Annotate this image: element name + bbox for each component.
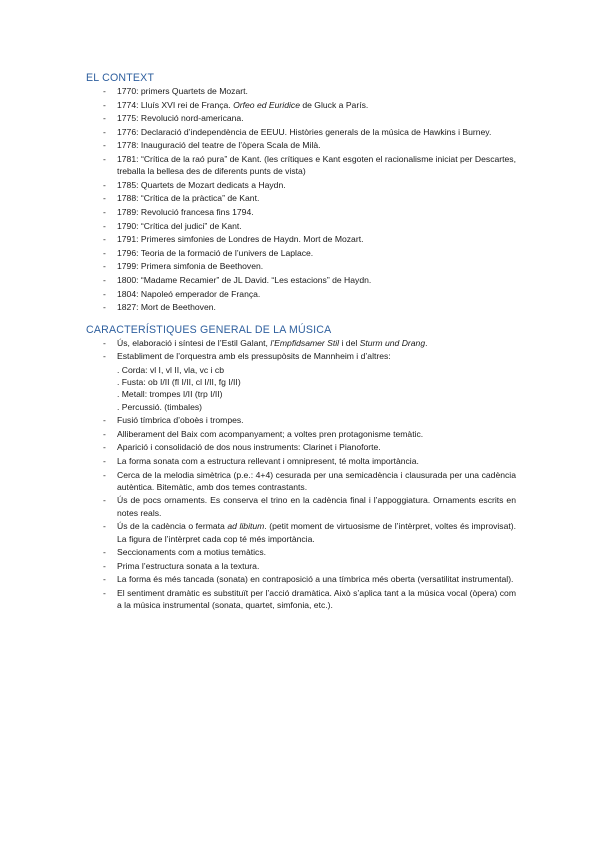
list-item-text: La forma és més tancada (sonata) en contraposició a una tímbrica més oberta (versatilitat instrumental). [117,574,514,585]
list-item [86,220,516,232]
list-item [86,260,516,272]
bullet-dash: - [103,560,106,571]
list-item [86,85,516,97]
bullet-dash: - [103,521,106,532]
list-item [86,247,516,259]
list-item [86,494,516,519]
list-item [86,112,516,124]
list-item-text: 1781: “Crítica de la raó pura” de Kant. (les crítiques e Kant esgoten el racionalisme iniciat per Descartes, treballa la bellesa des de diferents punts de vista) [117,153,516,177]
list-item-text: Seccionaments com a motius temàtics. [117,547,267,558]
list-item-text: Fusió tímbrica d’oboès i trompes. [117,415,244,426]
list-item-text: Prima l’estructura sonata a la textura. [117,560,260,571]
list-item [86,428,516,440]
list-item-text: . [425,337,428,348]
list-item-text: 1799: Primera simfonia de Beethoven. [117,261,264,272]
list-item [86,350,516,413]
list-item [86,139,516,151]
list-item-text: Establiment de l’orquestra amb els pressupòsits de Mannheim i d’altres: [117,351,391,362]
bullet-dash: - [103,193,106,204]
bullet-dash: - [103,547,106,558]
bullet-dash: - [103,302,106,313]
bullet-dash: - [103,351,106,362]
list-item [86,587,516,612]
list-item [86,573,516,585]
bullet-dash: - [103,275,106,286]
list-item-text: Aparició i consolidació de dos nous instruments: Clarinet i Pianoforte. [117,442,381,453]
bullet-dash: - [103,153,106,164]
list-item-text: Ús, elaboració i síntesi de l’Estil Galant, [117,337,271,348]
bullet-dash: - [103,495,106,506]
bullet-dash: - [103,140,106,151]
bullet-dash: - [103,207,106,218]
list-item [86,99,516,111]
list-item-text: Ús de la cadència o fermata [117,521,228,532]
bullet-dash: - [103,574,106,585]
bullet-dash: - [103,588,106,598]
list-item [86,560,516,572]
list-item-text: . (petit moment de virtuosisme de l’intèrpret, voltes és improvisat). La figura de l’intèrpret cada cop té més importància. [117,521,517,544]
list-item [86,233,516,245]
context-list [86,85,516,314]
bullet-dash: - [103,415,106,426]
list-item-text: 1788: “Crítica de la pràctica” de Kant. [117,193,260,204]
orchestra-strings: . Corda: vl I, vl II, vla, vc i cb [117,364,224,375]
bullet-dash: - [103,234,106,245]
characteristics-list [86,337,516,612]
list-item-text: 1770: primers Quartets de Mozart. [117,86,248,96]
style-term: l’Empfidsamer Stil [270,337,340,348]
bullet-dash: - [103,220,106,231]
bullet-dash: - [103,247,106,258]
bullet-dash: - [103,261,106,272]
opera-title: Orfeo ed Euridice [233,99,300,110]
orchestra-brass: . Metall: trompes I/II (trp I/II) [117,389,223,400]
list-item [86,274,516,286]
bullet-dash: - [103,428,106,439]
list-item-text: 1774: Lluís XVI rei de França. [117,99,234,110]
list-item-text: 1790: “Crítica del judici” de Kant. [117,220,242,231]
list-item [86,441,516,453]
list-item-text: Cerca de la melodia simètrica (p.e.: 4+4) cesurada per una semicadència i clausurada per una cadència autèntica. Bitemàtic, amb dos temes contrastants. [117,469,516,492]
list-item [86,520,516,545]
orchestra-woodwinds: . Fusta: ob I/II (fl I/II, cl I/II, fg I/II) [117,376,241,387]
list-item-text: Alliberament del Baix com acompanyament; a voltes pren protagonisme temàtic. [117,428,424,439]
list-item-text: Ús de pocs ornaments. Es conserva el trino en la cadència final i l’appoggiatura. Ornaments escrits en notes reals. [117,495,516,518]
style-term: Sturm und Drang [359,337,426,348]
bullet-dash: - [103,337,106,348]
bullet-dash: - [103,99,106,110]
bullet-dash: - [103,86,106,96]
musical-term: ad libitum [227,521,265,532]
bullet-dash: - [103,288,106,299]
bullet-dash: - [103,469,106,480]
bullet-dash: - [103,442,106,453]
list-item-text: i del [339,337,360,348]
list-item [86,546,516,558]
list-item-text: 1775: Revolució nord-americana. [117,113,244,124]
list-item-text: 1800: “Madame Recamier” de JL David. “Les estacions” de Haydn. [117,275,372,286]
list-item [86,337,516,349]
bullet-dash: - [103,126,106,137]
list-item-text: 1796: Teoria de la formació de l’univers de Laplace. [117,247,314,258]
list-item-text: 1791: Primeres simfonies de Londres de Haydn. Mort de Mozart. [117,234,364,245]
list-item-text: 1804: Napoleó emperador de França. [117,288,261,299]
list-item [86,153,516,178]
section-heading-context: EL CONTEXT [86,72,155,84]
orchestra-percussion: . Percussió. (timbales) [117,401,203,412]
list-item-text: 1789: Revolució francesa fins 1794. [117,207,254,218]
list-item-text: La forma sonata com a estructura rellevant i omnipresent, té molta importància. [117,455,419,466]
list-item [86,206,516,218]
list-item [86,288,516,300]
list-item [86,455,516,467]
list-item-text: 1778: Inauguració del teatre de l’òpera Scala de Milà. [117,140,321,151]
list-item-text: El sentiment dramàtic es substituït per l’acció dramàtica. Això s’aplica tant a la música vocal (òpera) com a la música instrumental (sonata, quartet, simfonia, etc.). [117,588,516,611]
list-item [86,301,516,313]
bullet-dash: - [103,179,106,190]
list-item [86,192,516,204]
list-item-text: de Gluck a París. [299,99,369,110]
list-item-text: 1785: Quartets de Mozart dedicats a Haydn. [117,179,286,190]
bullet-dash: - [103,113,106,124]
bullet-dash: - [103,455,106,466]
list-item-text: 1827: Mort de Beethoven. [117,302,216,313]
list-item [86,414,516,426]
document-content [86,71,516,613]
list-item [86,179,516,191]
list-item-text: 1776: Declaració d’independència de EEUU. Històries generals de la música de Hawkins i Burney. [117,126,492,137]
list-item [86,469,516,494]
list-item [86,126,516,138]
section-heading-characteristics: CARACTERÍSTIQUES GENERAL DE LA MÚSICA [86,323,332,336]
